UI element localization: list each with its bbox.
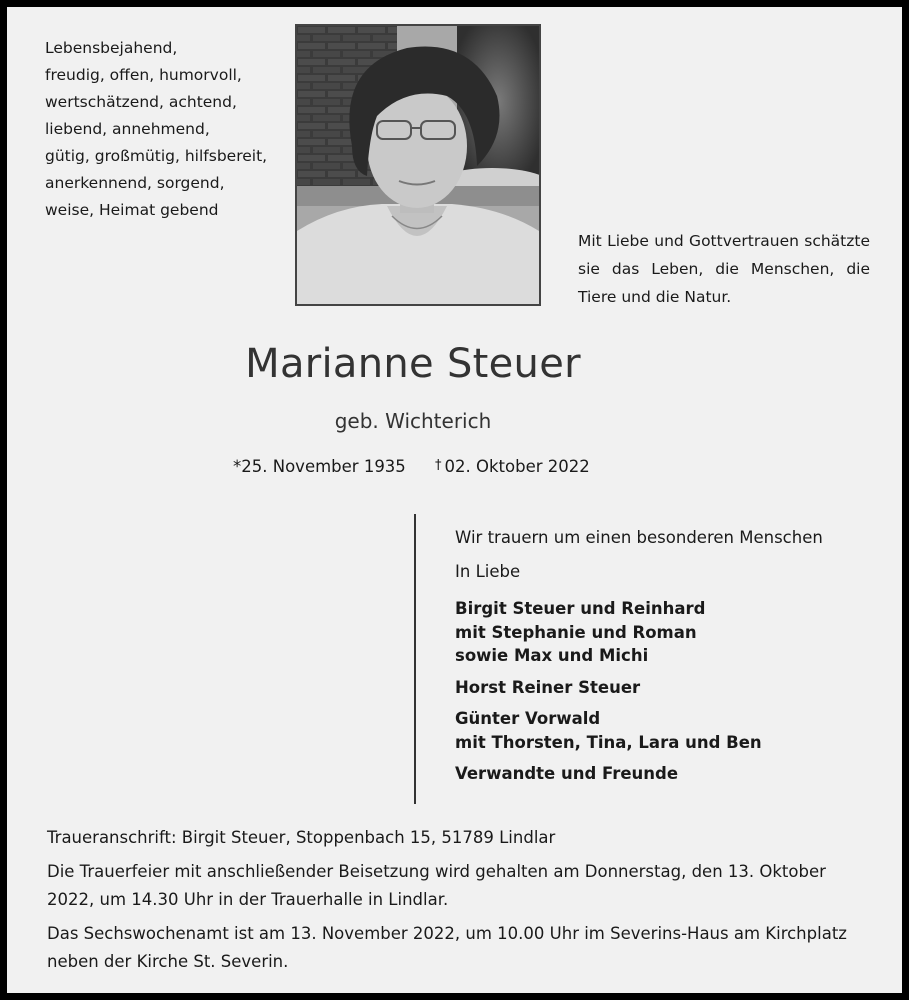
mourner-line: sowie Max und Michi (455, 646, 649, 665)
birth-date: *25. November 1935 (233, 457, 406, 476)
quality-line: wertschätzend, achtend, (45, 93, 237, 111)
mourner-line: Günter Vorwald (455, 709, 601, 728)
quality-line: Lebensbejahend, (45, 39, 178, 57)
mourning-intro: Wir trauern um einen besonderen Menschen (455, 528, 823, 547)
mourner-line: Birgit Steuer und Reinhard (455, 599, 706, 618)
mourner-line: mit Stephanie und Roman (455, 622, 697, 642)
maiden-name: geb. Wichterich (334, 409, 492, 433)
qualities-list (45, 35, 267, 224)
life-quote: Mit Liebe und Gottvertrauen schätzte sie das Leben, die Menschen, die Tiere und die Natur. (578, 232, 870, 306)
divider-line (414, 514, 416, 804)
in-love-label: In Liebe (455, 562, 521, 581)
mourner-group (455, 762, 875, 786)
quality-line: anerkennend, sorgend, (45, 174, 225, 192)
deceased-name: Marianne Steuer (245, 341, 581, 387)
portrait-illustration (297, 26, 539, 304)
death-date-line (435, 457, 590, 476)
mourner-group (455, 676, 875, 700)
portrait-photo (295, 24, 541, 306)
mourner-line: Horst Reiner Steuer (455, 677, 641, 697)
quality-line: freudig, offen, humorvoll, (45, 66, 242, 84)
obituary-card (7, 7, 902, 993)
mourner-group (455, 707, 875, 754)
quality-line: liebend, annehmend, (45, 120, 210, 138)
cross-icon: † (435, 458, 442, 473)
mourner-line: Verwandte und Freunde (455, 764, 679, 783)
mourner-line: mit Thorsten, Tina, Lara und Ben (455, 732, 762, 752)
mourners-block (455, 525, 875, 794)
quality-line: weise, Heimat gebend (45, 201, 219, 219)
footer-info (47, 824, 877, 982)
funeral-notice: Die Trauerfeier mit anschließender Beisetzung wird gehalten am Donnerstag, den 13. Oktober 2022, um 14.30 Uhr in der Trauerhalle in Lindlar. (47, 862, 826, 909)
quality-line: gütig, großmütig, hilfsbereit, (45, 147, 268, 165)
death-date: 02. Oktober 2022 (444, 457, 590, 476)
requiem-notice: Das Sechswochenamt ist am 13. November 2022, um 10.00 Uhr im Severins-Haus am Kirchplatz neben der Kirche St. Severin. (47, 924, 847, 971)
mourner-group (455, 597, 875, 668)
mourning-address: Traueranschrift: Birgit Steuer, Stoppenbach 15, 51789 Lindlar (47, 828, 556, 847)
